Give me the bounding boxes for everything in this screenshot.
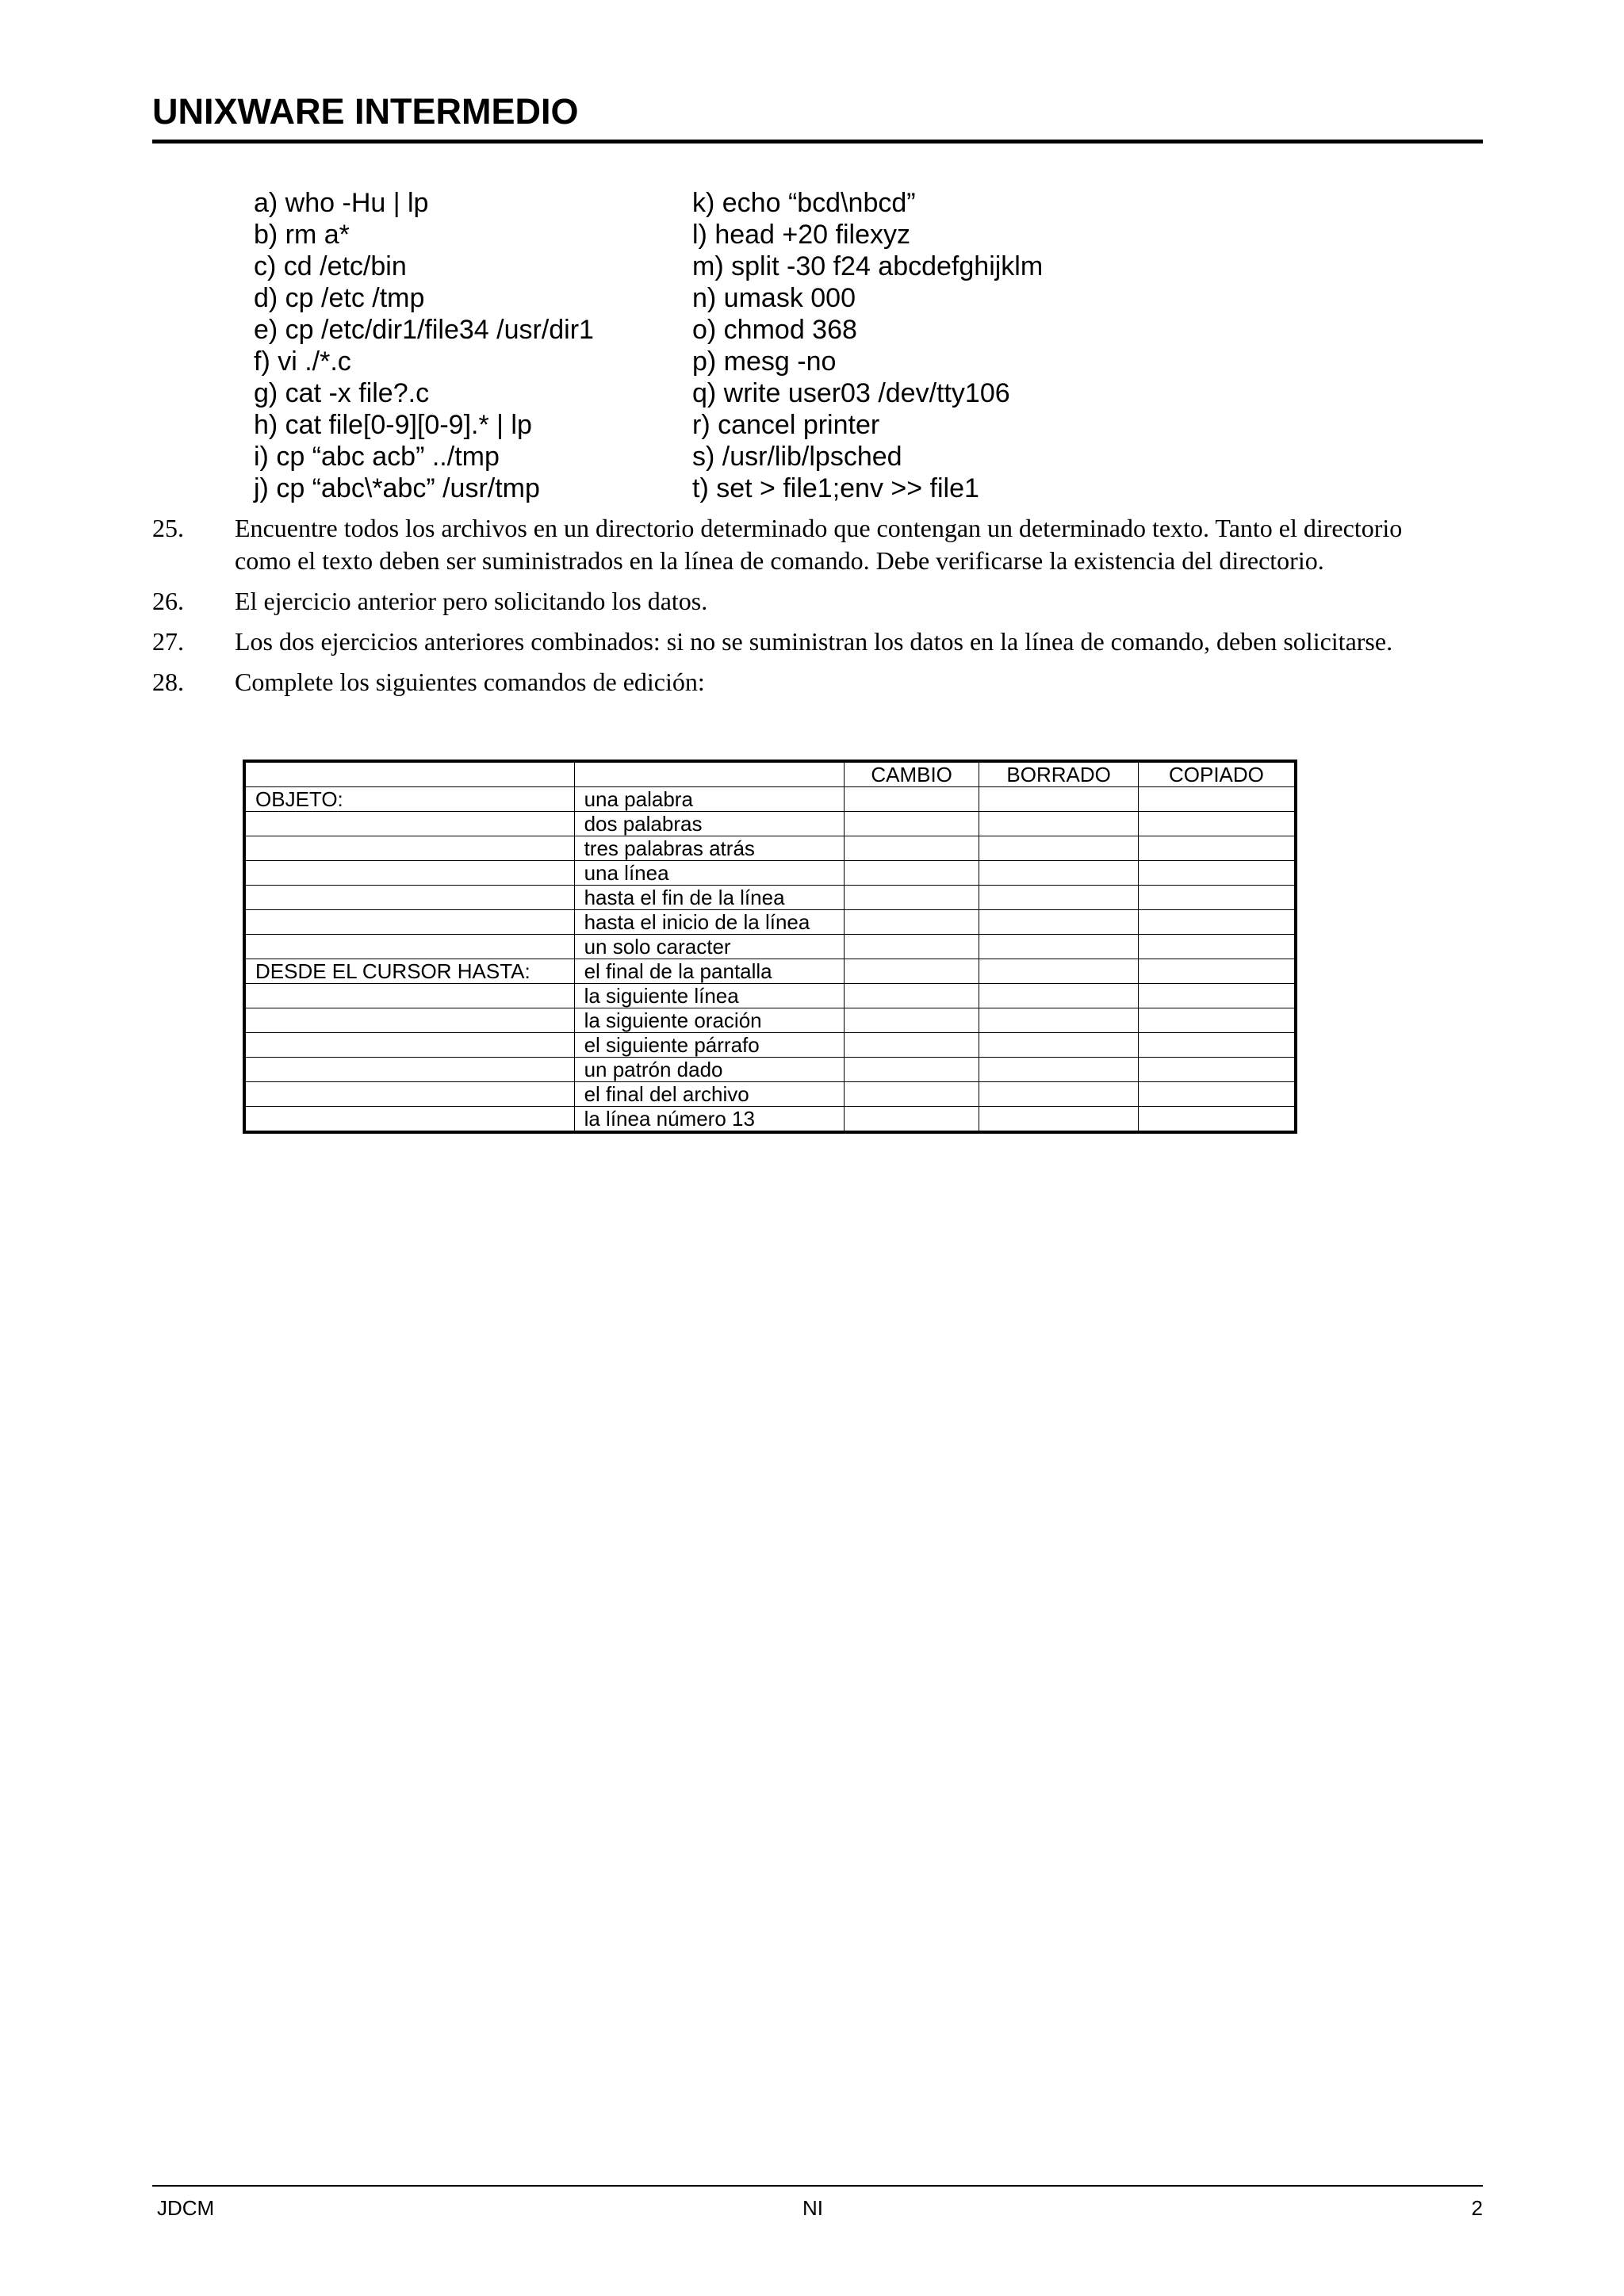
row-item-label: el final de la pantalla [574, 959, 844, 984]
table-row [244, 1107, 1296, 1133]
table-row [244, 935, 1296, 959]
command-item: q) write user03 /dev/tty106 [692, 378, 1010, 408]
copiado-cell[interactable] [1138, 1107, 1296, 1133]
table-header-row [244, 761, 1296, 787]
column-header [244, 761, 574, 787]
row-group-label [244, 1008, 574, 1033]
exercise-number: 28. [152, 668, 184, 696]
exercise-item [152, 512, 1421, 577]
borrado-cell[interactable] [979, 886, 1139, 910]
cambio-cell[interactable] [844, 787, 979, 812]
borrado-cell[interactable] [979, 1033, 1139, 1058]
command-item: e) cp /etc/dir1/file34 /usr/dir1 [254, 315, 594, 345]
row-group-label [244, 836, 574, 861]
command-item: o) chmod 368 [692, 315, 857, 345]
command-item: k) echo “bcd\nbcd” [692, 188, 916, 218]
copiado-cell[interactable] [1138, 910, 1296, 935]
command-item: a) who -Hu | lp [254, 188, 429, 218]
page-number: 2 [1471, 2196, 1483, 2220]
command-item: j) cp “abc\*abc” /usr/tmp [254, 473, 540, 503]
borrado-cell[interactable] [979, 959, 1139, 984]
row-group-label [244, 1058, 574, 1082]
exercise-item [152, 585, 1421, 618]
footer-rule [152, 2185, 1483, 2187]
table-row [244, 836, 1296, 861]
command-item: l) head +20 filexyz [692, 220, 910, 250]
row-item-label: el final del archivo [574, 1082, 844, 1107]
copiado-cell[interactable] [1138, 1082, 1296, 1107]
copiado-cell[interactable] [1138, 836, 1296, 861]
command-item: c) cd /etc/bin [254, 251, 407, 281]
borrado-cell[interactable] [979, 861, 1139, 886]
row-group-label [244, 861, 574, 886]
row-group-label [244, 910, 574, 935]
table-row [244, 1058, 1296, 1082]
row-item-label: hasta el inicio de la línea [574, 910, 844, 935]
row-group-label [244, 812, 574, 836]
table-row [244, 984, 1296, 1008]
exercise-text: El ejercicio anterior pero solicitando los datos. [235, 587, 708, 615]
exercise-number: 25. [152, 514, 184, 542]
exercise-number: 26. [152, 587, 184, 615]
cambio-cell[interactable] [844, 959, 979, 984]
cambio-cell[interactable] [844, 935, 979, 959]
copiado-cell[interactable] [1138, 812, 1296, 836]
borrado-cell[interactable] [979, 984, 1139, 1008]
table-row [244, 1008, 1296, 1033]
row-group-label: OBJETO: [244, 787, 574, 812]
row-item-label: un solo caracter [574, 935, 844, 959]
command-item: b) rm a* [254, 220, 350, 250]
borrado-cell[interactable] [979, 812, 1139, 836]
copiado-cell[interactable] [1138, 886, 1296, 910]
row-item-label: la línea número 13 [574, 1107, 844, 1133]
editing-commands-table [243, 760, 1297, 1134]
row-item-label: dos palabras [574, 812, 844, 836]
command-item: p) mesg -no [692, 346, 837, 377]
borrado-cell[interactable] [979, 1008, 1139, 1033]
command-item: t) set > file1;env >> file1 [692, 473, 979, 503]
cambio-cell[interactable] [844, 812, 979, 836]
command-item: d) cp /etc /tmp [254, 283, 425, 313]
cambio-cell[interactable] [844, 836, 979, 861]
copiado-cell[interactable] [1138, 959, 1296, 984]
footer-center: NI [802, 2196, 823, 2220]
command-item: g) cat -x file?.c [254, 378, 430, 408]
row-group-label [244, 1033, 574, 1058]
table-row [244, 910, 1296, 935]
exercise-list [152, 512, 1421, 706]
table-row [244, 886, 1296, 910]
cambio-cell[interactable] [844, 1033, 979, 1058]
borrado-cell[interactable] [979, 1082, 1139, 1107]
cambio-cell[interactable] [844, 1008, 979, 1033]
commands-left-column [254, 187, 594, 504]
cambio-cell[interactable] [844, 886, 979, 910]
borrado-cell[interactable] [979, 836, 1139, 861]
exercise-number: 27. [152, 627, 184, 656]
command-item: i) cp “abc acb” ../tmp [254, 442, 500, 472]
row-item-label: la siguiente oración [574, 1008, 844, 1033]
copiado-cell[interactable] [1138, 1058, 1296, 1082]
copiado-cell[interactable] [1138, 1008, 1296, 1033]
row-item-label: la siguiente línea [574, 984, 844, 1008]
table-row [244, 1033, 1296, 1058]
row-group-label [244, 1082, 574, 1107]
column-header-copiado: COPIADO [1138, 761, 1296, 787]
copiado-cell[interactable] [1138, 984, 1296, 1008]
row-item-label: un patrón dado [574, 1058, 844, 1082]
row-group-label [244, 984, 574, 1008]
table-row [244, 861, 1296, 886]
borrado-cell[interactable] [979, 935, 1139, 959]
exercise-text: Complete los siguientes comandos de edición: [235, 668, 705, 696]
exercise-item [152, 666, 1421, 698]
commands-right-column [692, 187, 1043, 504]
command-item: f) vi ./*.c [254, 346, 351, 377]
title-rule [152, 140, 1483, 144]
row-item-label: tres palabras atrás [574, 836, 844, 861]
copiado-cell[interactable] [1138, 935, 1296, 959]
column-header-cambio: CAMBIO [844, 761, 979, 787]
footer-author: JDCM [157, 2196, 215, 2220]
copiado-cell[interactable] [1138, 787, 1296, 812]
table-row [244, 812, 1296, 836]
command-item: n) umask 000 [692, 283, 856, 313]
command-item: r) cancel printer [692, 410, 880, 440]
cambio-cell[interactable] [844, 984, 979, 1008]
copiado-cell[interactable] [1138, 861, 1296, 886]
row-group-label [244, 1107, 574, 1133]
cambio-cell[interactable] [844, 1082, 979, 1107]
row-group-label [244, 935, 574, 959]
row-group-label [244, 886, 574, 910]
row-item-label: una palabra [574, 787, 844, 812]
row-item-label: el siguiente párrafo [574, 1033, 844, 1058]
borrado-cell[interactable] [979, 1058, 1139, 1082]
cambio-cell[interactable] [844, 1107, 979, 1133]
command-item: h) cat file[0-9][0-9].* | lp [254, 410, 532, 440]
exercise-text: Los dos ejercicios anteriores combinados: si no se suministran los datos en la línea de comando, deben solicitarse. [235, 627, 1393, 656]
borrado-cell[interactable] [979, 787, 1139, 812]
borrado-cell[interactable] [979, 910, 1139, 935]
row-group-label: DESDE EL CURSOR HASTA: [244, 959, 574, 984]
page-title: UNIXWARE INTERMEDIO [152, 91, 579, 132]
column-header-borrado: BORRADO [979, 761, 1139, 787]
cambio-cell[interactable] [844, 910, 979, 935]
copiado-cell[interactable] [1138, 1033, 1296, 1058]
exercise-item [152, 626, 1421, 658]
command-item: m) split -30 f24 abcdefghijklm [692, 251, 1044, 281]
table-row [244, 1082, 1296, 1107]
table-row [244, 787, 1296, 812]
borrado-cell[interactable] [979, 1107, 1139, 1133]
column-header [574, 761, 844, 787]
cambio-cell[interactable] [844, 1058, 979, 1082]
command-item: s) /usr/lib/lpsched [692, 442, 902, 472]
cambio-cell[interactable] [844, 861, 979, 886]
exercise-text: Encuentre todos los archivos en un directorio determinado que contengan un determinado texto. Tanto el directorio como el texto deben ser suministrados en la línea de comando. Debe verificarse la existencia del directorio. [235, 514, 1403, 575]
row-item-label: una línea [574, 861, 844, 886]
table-row [244, 959, 1296, 984]
row-item-label: hasta el fin de la línea [574, 886, 844, 910]
